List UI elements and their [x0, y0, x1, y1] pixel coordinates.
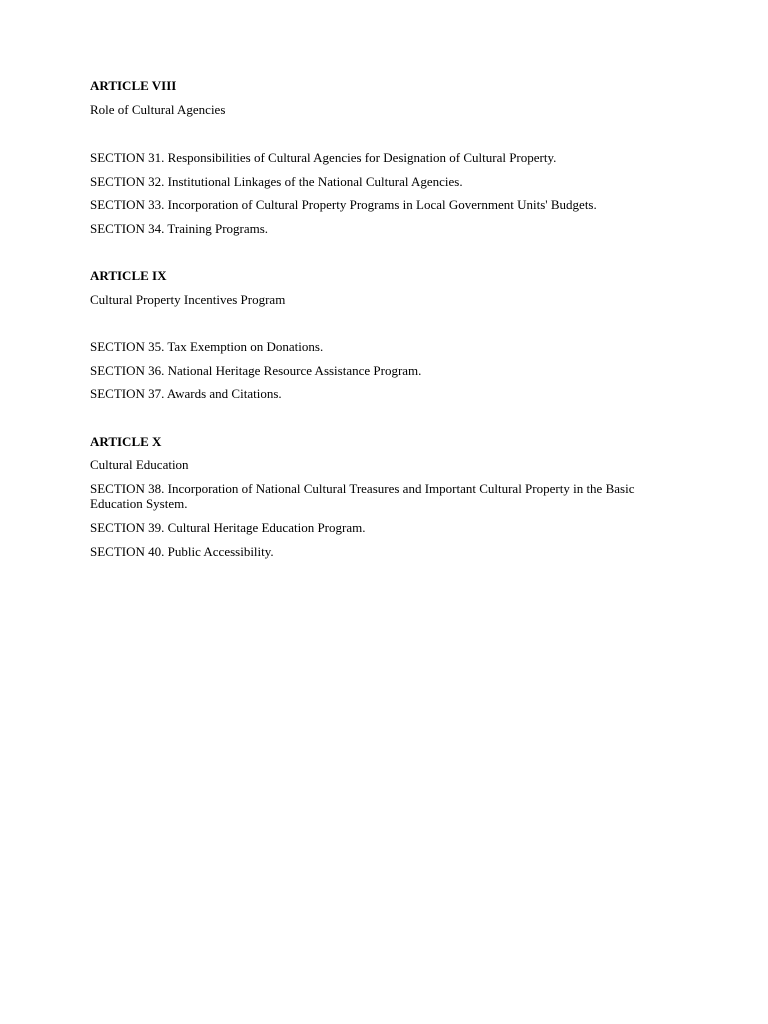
article-10-subtitle: Cultural Education	[90, 457, 189, 472]
article-8-subtitle: Role of Cultural Agencies	[90, 102, 226, 117]
section-32: SECTION 32. Institutional Linkages of the National Cultural Agencies.	[90, 174, 463, 189]
article-8-title: ARTICLE VIII	[90, 78, 177, 93]
article-9-title: ARTICLE IX	[90, 268, 167, 283]
article-9-subtitle: Cultural Property Incentives Program	[90, 292, 286, 307]
section-38: SECTION 38. Incorporation of National Cultural Treasures and Important Cultural Property in the Basic Education System.	[90, 481, 635, 511]
section-37: SECTION 37. Awards and Citations.	[90, 386, 282, 401]
section-36: SECTION 36. National Heritage Resource Assistance Program.	[90, 363, 422, 378]
article-10-title: ARTICLE X	[90, 434, 162, 449]
section-33: SECTION 33. Incorporation of Cultural Property Programs in Local Government Units' Budgets.	[90, 197, 597, 212]
section-34: SECTION 34. Training Programs.	[90, 221, 269, 236]
section-31: SECTION 31. Responsibilities of Cultural Agencies for Designation of Cultural Property.	[90, 150, 557, 165]
section-40: SECTION 40. Public Accessibility.	[90, 544, 274, 559]
section-35: SECTION 35. Tax Exemption on Donations.	[90, 339, 324, 354]
section-39: SECTION 39. Cultural Heritage Education Program.	[90, 520, 366, 535]
